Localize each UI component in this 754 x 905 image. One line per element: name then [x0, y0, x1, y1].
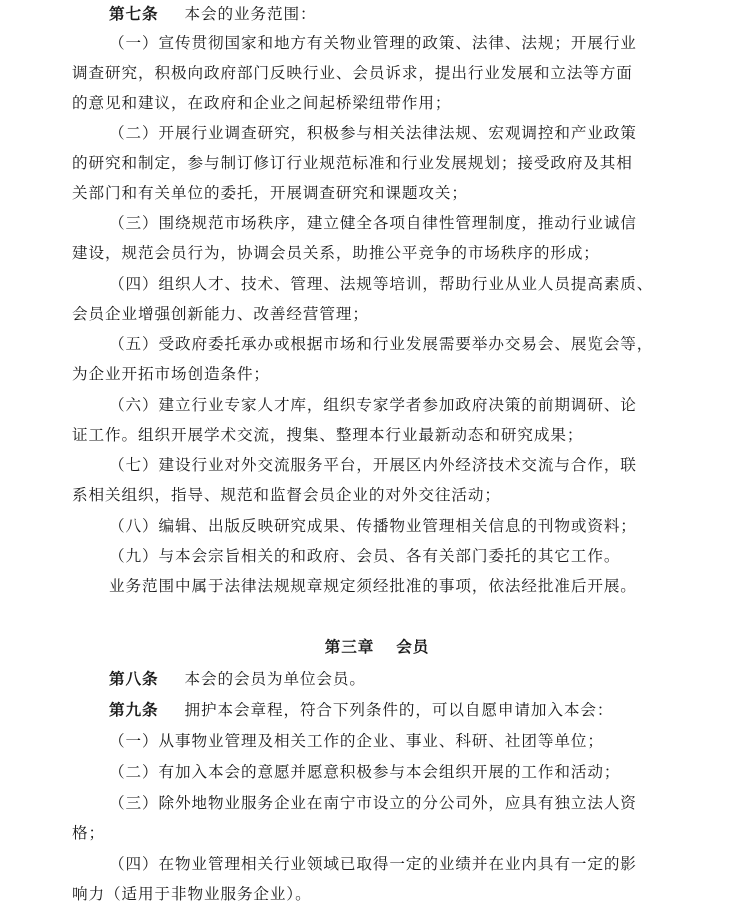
scope-item-6-line-2: 证工作。组织开展学术交流，搜集、整理本行业最新动态和研究成果； [72, 426, 584, 444]
scope-item-6-line-1: （六）建立行业专家人才库，组织专家学者参加政府决策的前期调研、论 [109, 396, 637, 414]
article-9-text: 拥护本会章程，符合下列条件的，可以自愿申请加入本会： [184, 701, 614, 719]
article-9 [109, 700, 754, 720]
condition-3-line-2: 格； [72, 824, 105, 842]
scope-note: 业务范围中属于法律法规规章规定须经批准的事项，依法经批准后开展。 [109, 577, 637, 595]
article-9-label: 第九条 [109, 701, 159, 719]
scope-item-2-line-3: 关部门和有关单位的委托，开展调查研究和课题攻关； [72, 184, 468, 202]
scope-item-5-line-2: 为企业开拓市场创造条件； [72, 365, 270, 383]
scope-item-8-line-1: （八）编辑、出版反映研究成果、传播物业管理相关信息的刊物或资料； [109, 517, 637, 535]
article-8-text: 本会的会员为单位会员。 [184, 670, 366, 688]
scope-item-5-line-1: （五）受政府委托承办或根据市场和行业发展需要举办交易会、展览会等， [109, 335, 654, 353]
article-7-heading [109, 4, 754, 24]
chapter-3-heading [0, 637, 754, 657]
scope-item-9-line-1: （九）与本会宗旨相关的和政府、会员、各有关部门委托的其它工作。 [109, 547, 621, 565]
scope-item-2-line-2: 的研究和制定，参与制订修订行业规范标准和行业发展规划；接受政府及其相 [72, 154, 633, 172]
scope-item-3-line-2: 建设，规范会员行为，协调会员关系，助推公平竞争的市场秩序的形成； [72, 244, 600, 262]
scope-item-7-line-2: 系相关组织，指导、规范和监督会员企业的对外交往活动； [72, 486, 501, 504]
condition-4-line-2: 响力（适用于非物业服务企业）。 [72, 885, 312, 903]
scope-item-1-line-2: 调查研究，积极向政府部门反映行业、会员诉求，提出行业发展和立法等方面 [72, 64, 633, 82]
article-7-label: 第七条 [109, 5, 159, 23]
chapter-number: 第三章 [324, 638, 375, 656]
article-7-text: 本会的业务范围： [184, 5, 317, 23]
scope-item-1-line-3: 的意见和建议，在政府和企业之间起桥梁纽带作用； [72, 94, 452, 112]
condition-3-line-1: （三）除外地物业服务企业在南宁市设立的分公司外，应具有独立法人资 [109, 794, 637, 812]
scope-item-3-line-1: （三）围绕规范市场秩序，建立健全各项自律性管理制度，推动行业诚信 [109, 214, 637, 232]
chapter-title: 会员 [396, 638, 430, 656]
scope-item-1-line-1: （一）宣传贯彻国家和地方有关物业管理的政策、法律、法规；开展行业 [109, 34, 637, 52]
scope-item-4-line-2: 会员企业增强创新能力、改善经营管理； [72, 305, 369, 323]
article-8-label: 第八条 [109, 670, 159, 688]
scope-item-2-line-1: （二）开展行业调查研究，积极参与相关法律法规、宏观调控和产业政策 [109, 124, 637, 142]
condition-1-line-1: （一）从事物业管理及相关工作的企业、事业、科研、社团等单位； [109, 732, 604, 750]
scope-item-7-line-1: （七）建设行业对外交流服务平台，开展区内外经济技术交流与合作，联 [109, 456, 637, 474]
condition-2-line-1: （二）有加入本会的意愿并愿意积极参与本会组织开展的工作和活动； [109, 763, 621, 781]
scope-item-4-line-1: （四）组织人才、技术、管理、法规等培训，帮助行业从业人员提高素质、 [109, 275, 654, 293]
article-8 [109, 669, 754, 689]
condition-4-line-1: （四）在物业管理相关行业领域已取得一定的业绩并在业内具有一定的影 [109, 855, 637, 873]
